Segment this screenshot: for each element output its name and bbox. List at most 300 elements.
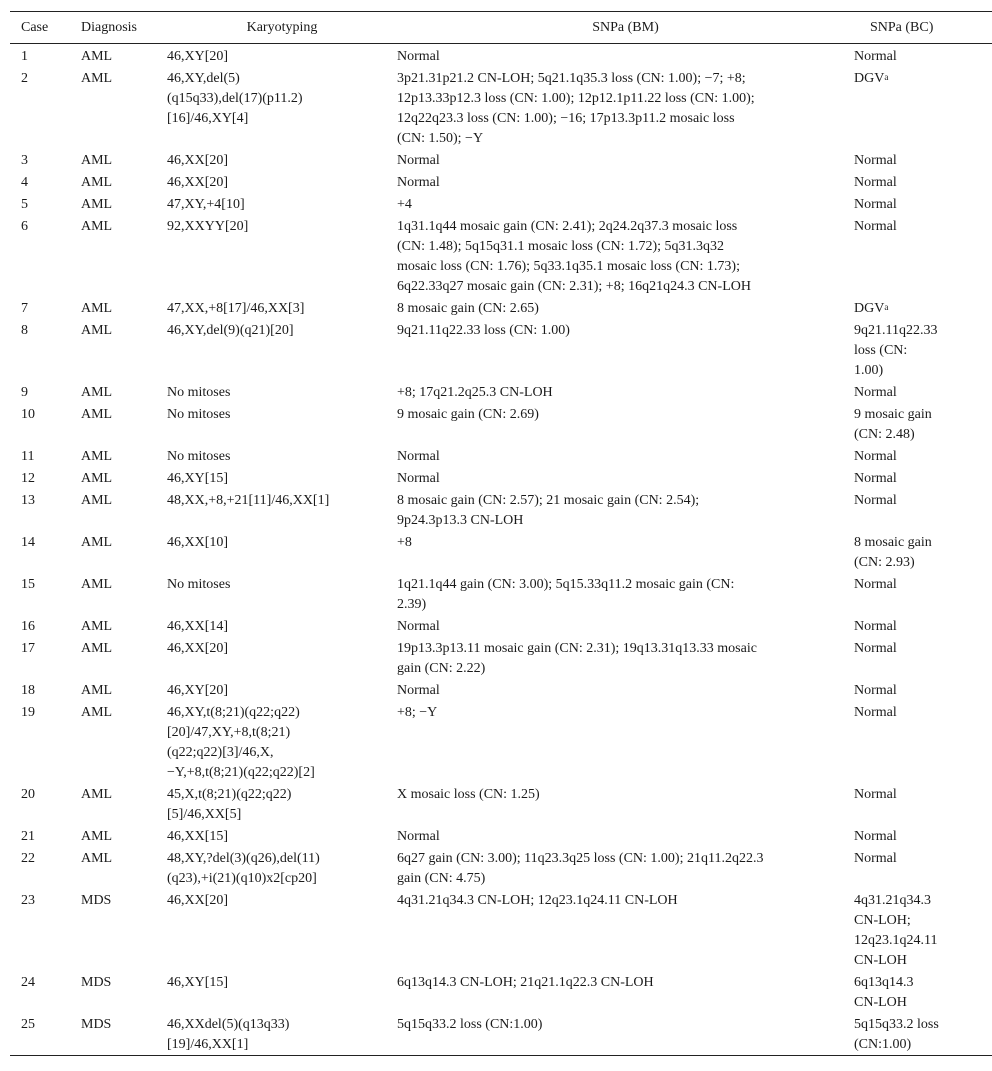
cell-karyotyping-text: 47,XX,+8[17]/46,XX[3]: [167, 301, 305, 316]
cell-karyotyping-text: [5]/46,XX[5]: [167, 807, 242, 822]
cell-karyotyping-line: [167, 1015, 389, 1035]
cell-snpa-bm-text: 4q31.21q34.3 CN-LOH; 12q23.1q24.11 CN-LOH: [397, 893, 678, 908]
cell-karyotyping: [167, 637, 397, 679]
cell-snpa-bm-line: [397, 383, 846, 403]
cell-snpa-bm-line: [397, 321, 846, 341]
cell-diagnosis: AML: [81, 641, 113, 656]
cell-snpa-bm-text: Normal: [397, 449, 440, 464]
footnote-marker: a: [884, 72, 889, 82]
cell-snpa-bm-line: [397, 973, 846, 993]
cell-karyotyping-line: [167, 299, 389, 319]
cell-snpa-bc-line: [854, 69, 992, 89]
cell-snpa-bc-line: [854, 639, 992, 659]
cell-snpa-bc-line: [854, 217, 992, 237]
cell-snpa-bc-text: Normal: [854, 385, 897, 400]
cell-snpa-bm-line: [397, 469, 846, 489]
cell-snpa-bc: [854, 489, 992, 531]
cell-snpa-bc-line: [854, 405, 992, 425]
cell-diagnosis: AML: [81, 683, 113, 698]
cell-diagnosis: AML: [81, 577, 113, 592]
cell-snpa-bm: [397, 679, 854, 701]
table-body: [10, 44, 992, 1056]
cell-karyotyping-text: No mitoses: [167, 407, 231, 422]
cell-karyotyping-line: [167, 109, 389, 129]
table-row: [10, 573, 992, 615]
table-row: [10, 783, 992, 825]
cell-snpa-bc-line: [854, 447, 992, 467]
cell-snpa-bc-line: [854, 195, 992, 215]
cell-snpa-bm: [397, 971, 854, 1013]
cell-case: 13: [21, 493, 35, 508]
cell-case: 10: [21, 407, 35, 422]
cell-snpa-bc-text: Normal: [854, 851, 897, 866]
cell-karyotyping-line: [167, 849, 389, 869]
cell-snpa-bc: [854, 381, 992, 403]
table-row: [10, 531, 992, 573]
cell-karyotyping-text: (q22;q22)[3]/46,X,: [167, 745, 274, 760]
cell-snpa-bc-line: [854, 681, 992, 701]
cell-snpa-bm-text: gain (CN: 4.75): [397, 871, 486, 886]
cell-snpa-bc-line: [854, 703, 992, 723]
cell-karyotyping-text: 92,XXYY[20]: [167, 219, 249, 234]
cell-snpa-bm-text: (CN: 1.48); 5q15q31.1 mosaic loss (CN: 1.72); 5q31.3q32: [397, 239, 725, 254]
cell-snpa-bm: [397, 573, 854, 615]
cell-karyotyping-text: 46,XX[15]: [167, 829, 229, 844]
cell-karyotyping: [167, 319, 397, 381]
cell-snpa-bm-line: [397, 491, 846, 511]
cell-snpa-bc: [854, 847, 992, 889]
cell-snpa-bc-line: [854, 575, 992, 595]
cell-snpa-bc: [854, 193, 992, 215]
cell-snpa-bc-text: Normal: [854, 471, 897, 486]
cell-diagnosis: AML: [81, 175, 113, 190]
header-diagnosis: Diagnosis: [81, 19, 137, 35]
footnote-marker: a: [884, 302, 889, 312]
cell-karyotyping: [167, 889, 397, 971]
cell-case: 2: [21, 71, 28, 86]
cell-snpa-bm-text: 6q27 gain (CN: 3.00); 11q23.3q25 loss (CN: 1.00); 21q11.2q22.3: [397, 851, 764, 866]
cell-snpa-bc-text: (CN:1.00): [854, 1037, 912, 1052]
cell-karyotyping: [167, 531, 397, 573]
cell-snpa-bm-line: [397, 703, 846, 723]
cell-snpa-bc-line: [854, 47, 992, 67]
cell-karyotyping-line: [167, 785, 389, 805]
cell-snpa-bc-line: [854, 993, 992, 1013]
table-row: [10, 193, 992, 215]
cell-diagnosis: MDS: [81, 893, 112, 908]
cell-snpa-bm: [397, 44, 854, 68]
cell-karyotyping-text: 46,XY,del(5): [167, 71, 240, 86]
cell-karyotyping-line: [167, 743, 389, 763]
cell-snpa-bm-text: 2.39): [397, 597, 427, 612]
cell-snpa-bc-text: 1.00): [854, 363, 884, 378]
cell-snpa-bm: [397, 847, 854, 889]
cell-karyotyping-text: No mitoses: [167, 385, 231, 400]
table-row: [10, 149, 992, 171]
cell-snpa-bc: [854, 215, 992, 297]
cell-snpa-bm-text: 9p24.3p13.3 CN-LOH: [397, 513, 524, 528]
cell-case: 16: [21, 619, 35, 634]
cell-snpa-bm-line: [397, 785, 846, 805]
cell-karyotyping: [167, 381, 397, 403]
cell-case: 14: [21, 535, 35, 550]
cell-snpa-bm: [397, 403, 854, 445]
cell-case: 25: [21, 1017, 35, 1032]
cell-karyotyping-text: 46,XXdel(5)(q13q33): [167, 1017, 290, 1032]
cell-snpa-bm-text: Normal: [397, 471, 440, 486]
cell-snpa-bm-line: [397, 639, 846, 659]
cell-karyotyping-line: [167, 763, 389, 783]
cell-karyotyping-text: −Y,+8,t(8;21)(q22;q22)[2]: [167, 765, 315, 780]
cell-snpa-bc-line: [854, 299, 992, 319]
cell-diagnosis: MDS: [81, 975, 112, 990]
header-snpa-bm: SNPa (BM): [592, 19, 659, 35]
cell-karyotyping-text: 47,XY,+4[10]: [167, 197, 245, 212]
cell-diagnosis: AML: [81, 471, 113, 486]
cell-snpa-bc-line: [854, 469, 992, 489]
cell-snpa-bc-text: 6q13q14.3: [854, 975, 914, 990]
cell-karyotyping-line: [167, 405, 389, 425]
cell-snpa-bc-line: [854, 1035, 992, 1055]
cell-snpa-bc-text: 8 mosaic gain: [854, 535, 932, 550]
cell-snpa-bm: [397, 615, 854, 637]
cell-karyotyping-text: [16]/46,XY[4]: [167, 111, 249, 126]
cell-diagnosis: AML: [81, 619, 113, 634]
cell-snpa-bm-text: gain (CN: 2.22): [397, 661, 486, 676]
cell-snpa-bm-text: 1q21.1q44 gain (CN: 3.00); 5q15.33q11.2 mosaic gain (CN:: [397, 577, 735, 592]
cell-snpa-bc: [854, 701, 992, 783]
cell-case: 17: [21, 641, 35, 656]
cell-snpa-bm-text: +4: [397, 197, 412, 212]
cell-snpa-bc: [854, 297, 992, 319]
cell-snpa-bm-text: 12q22q23.3 loss (CN: 1.00); −16; 17p13.3p11.2 mosaic loss: [397, 111, 735, 126]
cell-snpa-bm-text: (CN: 1.50); −Y: [397, 131, 484, 146]
cell-snpa-bc: [854, 467, 992, 489]
cell-snpa-bm: [397, 889, 854, 971]
cell-snpa-bc-line: [854, 361, 992, 381]
cell-snpa-bc-text: 9q21.11q22.33: [854, 323, 938, 338]
cell-snpa-bm-line: [397, 869, 846, 889]
cell-snpa-bm-line: [397, 575, 846, 595]
cell-snpa-bm-line: [397, 173, 846, 193]
cell-diagnosis: AML: [81, 153, 113, 168]
table-row: [10, 215, 992, 297]
cell-snpa-bc: [854, 679, 992, 701]
cell-snpa-bc-text: Normal: [854, 153, 897, 168]
cell-snpa-bc-line: [854, 491, 992, 511]
cell-karyotyping-line: [167, 681, 389, 701]
cell-karyotyping: [167, 489, 397, 531]
cell-snpa-bm-line: [397, 681, 846, 701]
cell-snpa-bc-line: [854, 911, 992, 931]
cell-karyotyping-line: [167, 639, 389, 659]
cell-snpa-bc-text: Normal: [854, 641, 897, 656]
cell-snpa-bm-text: Normal: [397, 829, 440, 844]
header-case: Case: [21, 19, 49, 35]
cell-karyotyping-line: [167, 703, 389, 723]
cell-karyotyping-line: [167, 891, 389, 911]
cell-karyotyping-line: [167, 1035, 389, 1055]
cell-snpa-bc: [854, 445, 992, 467]
cell-karyotyping-line: [167, 383, 389, 403]
cell-diagnosis: AML: [81, 71, 113, 86]
cell-snpa-bc-text: Normal: [854, 219, 897, 234]
cell-snpa-bm: [397, 701, 854, 783]
cell-snpa-bm-line: [397, 277, 846, 297]
cell-case: 19: [21, 705, 35, 720]
cell-snpa-bm-text: mosaic loss (CN: 1.76); 5q33.1q35.1 mosaic loss (CN: 1.73);: [397, 259, 740, 274]
cell-snpa-bc-text: CN-LOH;: [854, 913, 911, 928]
cell-diagnosis: AML: [81, 301, 113, 316]
cell-snpa-bc-line: [854, 151, 992, 171]
cell-snpa-bc-text: DGV: [854, 71, 885, 86]
cell-karyotyping-line: [167, 491, 389, 511]
cell-snpa-bm-line: [397, 617, 846, 637]
cell-case: 11: [21, 449, 35, 464]
cell-karyotyping: [167, 573, 397, 615]
cell-snpa-bm-line: [397, 827, 846, 847]
cell-snpa-bm-line: [397, 299, 846, 319]
cell-snpa-bm-line: [397, 891, 846, 911]
cell-snpa-bm: [397, 297, 854, 319]
cell-diagnosis: AML: [81, 851, 113, 866]
cell-karyotyping-line: [167, 575, 389, 595]
cell-snpa-bc-text: Normal: [854, 449, 897, 464]
cell-snpa-bc-line: [854, 321, 992, 341]
cell-karyotyping: [167, 1013, 397, 1056]
cell-karyotyping-text: (q15q33),del(17)(p11.2): [167, 91, 303, 106]
cell-snpa-bm-line: [397, 447, 846, 467]
cell-karyotyping-line: [167, 217, 389, 237]
cell-snpa-bc-text: Normal: [854, 493, 897, 508]
cell-snpa-bc-text: 9 mosaic gain: [854, 407, 932, 422]
cell-karyotyping-text: 46,XX[20]: [167, 153, 229, 168]
cell-snpa-bc-text: 4q31.21q34.3: [854, 893, 931, 908]
cell-karyotyping: [167, 971, 397, 1013]
cell-snpa-bc: [854, 531, 992, 573]
cell-snpa-bm-line: [397, 237, 846, 257]
cell-snpa-bm-text: 9 mosaic gain (CN: 2.69): [397, 407, 539, 422]
cell-snpa-bc: [854, 615, 992, 637]
table-row: [10, 297, 992, 319]
cell-snpa-bm-line: [397, 109, 846, 129]
cell-snpa-bc: [854, 1013, 992, 1056]
table-row: [10, 171, 992, 193]
cell-case: 15: [21, 577, 35, 592]
cell-snpa-bm: [397, 67, 854, 149]
table-row: [10, 1013, 992, 1056]
cell-karyotyping-line: [167, 805, 389, 825]
cell-snpa-bc: [854, 783, 992, 825]
cell-snpa-bm: [397, 381, 854, 403]
cell-karyotyping-text: 48,XX,+8,+21[11]/46,XX[1]: [167, 493, 330, 508]
cell-case: 1: [21, 49, 28, 64]
cell-snpa-bm-line: [397, 511, 846, 531]
table-row: [10, 319, 992, 381]
cell-karyotyping: [167, 825, 397, 847]
cell-snpa-bc-line: [854, 827, 992, 847]
cell-snpa-bc: [854, 149, 992, 171]
cell-snpa-bm: [397, 489, 854, 531]
cell-snpa-bc-line: [854, 891, 992, 911]
cell-case: 23: [21, 893, 35, 908]
cell-case: 4: [21, 175, 28, 190]
cell-snpa-bm-text: Normal: [397, 153, 440, 168]
cell-snpa-bc-text: Normal: [854, 829, 897, 844]
results-table: [10, 11, 992, 1056]
cell-snpa-bc-text: (CN: 2.48): [854, 427, 915, 442]
cell-snpa-bm-text: 5q15q33.2 loss (CN:1.00): [397, 1017, 543, 1032]
cell-snpa-bm-text: 8 mosaic gain (CN: 2.65): [397, 301, 539, 316]
table-row: [10, 467, 992, 489]
cell-snpa-bm-text: Normal: [397, 619, 440, 634]
cell-snpa-bm-line: [397, 595, 846, 615]
cell-snpa-bc-line: [854, 425, 992, 445]
cell-karyotyping-line: [167, 151, 389, 171]
cell-snpa-bc: [854, 44, 992, 68]
cell-snpa-bm-text: Normal: [397, 175, 440, 190]
cell-snpa-bm-line: [397, 533, 846, 553]
cell-snpa-bm-line: [397, 129, 846, 149]
cell-case: 22: [21, 851, 35, 866]
cell-snpa-bm-text: 19p13.3p13.11 mosaic gain (CN: 2.31); 19q13.31q13.33 mosaic: [397, 641, 757, 656]
cell-karyotyping-text: 46,XY[20]: [167, 683, 229, 698]
table-row: [10, 971, 992, 1013]
cell-karyotyping-text: 46,XY[15]: [167, 975, 229, 990]
table-row: [10, 889, 992, 971]
cell-snpa-bm-text: Normal: [397, 683, 440, 698]
cell-case: 5: [21, 197, 28, 212]
cell-karyotyping: [167, 679, 397, 701]
cell-snpa-bc: [854, 67, 992, 149]
table-row: [10, 679, 992, 701]
cell-snpa-bc-text: (CN: 2.93): [854, 555, 915, 570]
cell-snpa-bc: [854, 573, 992, 615]
cell-snpa-bc: [854, 889, 992, 971]
cell-diagnosis: AML: [81, 219, 113, 234]
cell-snpa-bc-text: Normal: [854, 49, 897, 64]
cell-snpa-bm: [397, 445, 854, 467]
cell-karyotyping: [167, 783, 397, 825]
cell-snpa-bc: [854, 319, 992, 381]
cell-snpa-bm-line: [397, 151, 846, 171]
cell-case: 12: [21, 471, 35, 486]
cell-karyotyping-line: [167, 47, 389, 67]
cell-snpa-bm: [397, 215, 854, 297]
cell-snpa-bm: [397, 467, 854, 489]
cell-snpa-bc-text: CN-LOH: [854, 995, 907, 1010]
cell-karyotyping-text: 46,XY[15]: [167, 471, 229, 486]
cell-snpa-bc: [854, 403, 992, 445]
cell-karyotyping: [167, 215, 397, 297]
cell-snpa-bm-line: [397, 257, 846, 277]
cell-snpa-bm-text: 6q13q14.3 CN-LOH; 21q21.1q22.3 CN-LOH: [397, 975, 654, 990]
cell-karyotyping-line: [167, 973, 389, 993]
cell-snpa-bc: [854, 825, 992, 847]
cell-karyotyping-line: [167, 827, 389, 847]
cell-karyotyping: [167, 44, 397, 68]
cell-karyotyping-line: [167, 321, 389, 341]
cell-karyotyping: [167, 67, 397, 149]
table-row: [10, 445, 992, 467]
cell-karyotyping: [167, 297, 397, 319]
cell-snpa-bm-line: [397, 1015, 846, 1035]
cell-karyotyping-line: [167, 869, 389, 889]
cell-snpa-bc: [854, 637, 992, 679]
cell-snpa-bc-line: [854, 973, 992, 993]
cell-karyotyping-text: 45,X,t(8;21)(q22;q22): [167, 787, 292, 802]
cell-karyotyping: [167, 171, 397, 193]
cell-snpa-bc-text: Normal: [854, 197, 897, 212]
cell-snpa-bm-text: 1q31.1q44 mosaic gain (CN: 2.41); 2q24.2q37.3 mosaic loss: [397, 219, 738, 234]
cell-diagnosis: AML: [81, 705, 113, 720]
table-row: [10, 701, 992, 783]
cell-snpa-bm-line: [397, 69, 846, 89]
cell-karyotyping-text: No mitoses: [167, 449, 231, 464]
cell-snpa-bc-line: [854, 533, 992, 553]
cell-case: 21: [21, 829, 35, 844]
cell-snpa-bc: [854, 971, 992, 1013]
cell-diagnosis: AML: [81, 449, 113, 464]
cell-snpa-bm-line: [397, 47, 846, 67]
cell-karyotyping: [167, 193, 397, 215]
cell-karyotyping-text: 46,XX[10]: [167, 535, 229, 550]
table-row: [10, 67, 992, 149]
cell-karyotyping-text: 46,XY,del(9)(q21)[20]: [167, 323, 294, 338]
cell-snpa-bm-text: +8; 17q21.2q25.3 CN-LOH: [397, 385, 553, 400]
cell-karyotyping: [167, 445, 397, 467]
cell-snpa-bm-text: +8; −Y: [397, 705, 438, 720]
cell-case: 7: [21, 301, 28, 316]
cell-case: 6: [21, 219, 28, 234]
cell-snpa-bc-line: [854, 553, 992, 573]
header-snpa-bc: SNPa (BC): [870, 19, 934, 35]
cell-karyotyping-line: [167, 195, 389, 215]
table-row: [10, 847, 992, 889]
cell-snpa-bc-text: Normal: [854, 705, 897, 720]
cell-snpa-bm: [397, 825, 854, 847]
cell-snpa-bm: [397, 637, 854, 679]
cell-diagnosis: AML: [81, 493, 113, 508]
cell-karyotyping-text: 48,XY,?del(3)(q26),del(11): [167, 851, 320, 866]
cell-karyotyping: [167, 149, 397, 171]
cell-snpa-bc-line: [854, 383, 992, 403]
cell-snpa-bc-text: Normal: [854, 787, 897, 802]
cell-karyotyping-text: [19]/46,XX[1]: [167, 1037, 249, 1052]
cell-karyotyping-line: [167, 617, 389, 637]
cell-snpa-bc-line: [854, 617, 992, 637]
table-row: [10, 825, 992, 847]
cell-case: 20: [21, 787, 35, 802]
cell-snpa-bc-line: [854, 341, 992, 361]
cell-diagnosis: MDS: [81, 1017, 112, 1032]
header-row: [10, 12, 992, 44]
cell-karyotyping-text: 46,XY,t(8;21)(q22;q22): [167, 705, 300, 720]
cell-karyotyping-line: [167, 69, 389, 89]
cell-case: 18: [21, 683, 35, 698]
cell-snpa-bm: [397, 319, 854, 381]
cell-case: 8: [21, 323, 28, 338]
cell-snpa-bm: [397, 783, 854, 825]
cell-snpa-bm-text: 6q22.33q27 mosaic gain (CN: 2.31); +8; 16q21q24.3 CN-LOH: [397, 279, 751, 294]
cell-snpa-bm-line: [397, 849, 846, 869]
cell-snpa-bm-text: X mosaic loss (CN: 1.25): [397, 787, 540, 802]
cell-karyotyping-text: (q23),+i(21)(q10)x2[cp20]: [167, 871, 317, 886]
cell-snpa-bc-line: [854, 931, 992, 951]
cell-snpa-bc-text: 12q23.1q24.11: [854, 933, 938, 948]
table-row: [10, 44, 992, 68]
cell-diagnosis: AML: [81, 197, 113, 212]
